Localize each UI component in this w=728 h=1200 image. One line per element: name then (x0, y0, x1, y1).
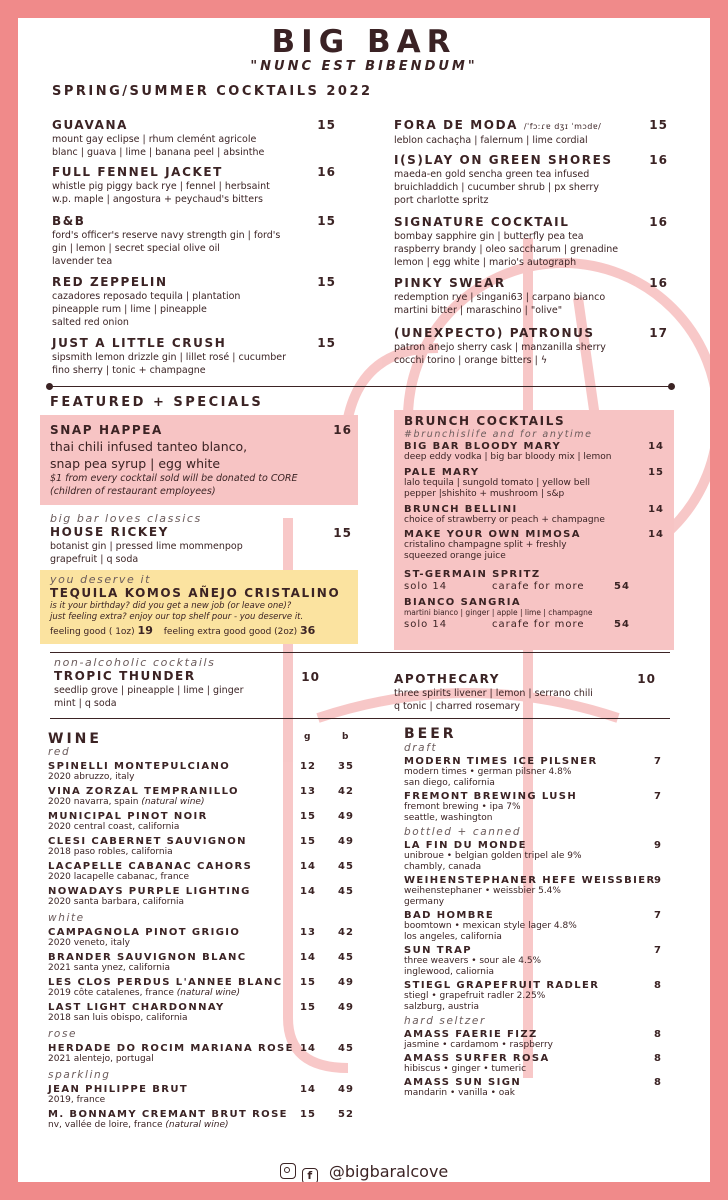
cocktail-name: BIANCO SANGRIA (404, 597, 522, 608)
wine-bottle-price: 49 (338, 836, 354, 847)
cocktail-desc: seedlip grove | pineapple | lime | ginger (54, 685, 244, 696)
wine-origin: 2020 abruzzo, italy (48, 772, 135, 782)
cocktail-desc: martini bitter | maraschino | "olive" (394, 305, 563, 316)
cocktail-name: GUAVANA (52, 118, 128, 132)
wine-bottle-price: 45 (338, 1043, 354, 1054)
cocktail-name: TROPIC THUNDER (54, 669, 196, 683)
cocktail-name: B&B (52, 214, 86, 228)
wine-glass-price: 14 (300, 886, 316, 897)
cocktail-name: BIG BAR BLOODY MARY (404, 441, 562, 452)
wine-bottle-price: 45 (338, 861, 354, 872)
cocktail-name: SNAP HAPPEA (50, 423, 163, 437)
wine-item (48, 786, 368, 808)
wine-item (48, 861, 368, 883)
cocktail-desc: cristalino champagne split + freshly (404, 540, 567, 550)
cocktail-desc: port charlotte spritz (394, 195, 489, 206)
tequila-note: just feeling extra? enjoy our top shelf pour - you deserve it. (50, 612, 304, 622)
cocktail-desc: whistle pig piggy back rye | fennel | herbsaint (52, 181, 270, 192)
beer-style: jasmine • cardamom • raspberry (404, 1040, 553, 1050)
brunch-item (404, 467, 666, 500)
cocktail-item (52, 214, 336, 268)
beer-style: hibiscus • ginger • tumeric (404, 1064, 527, 1074)
pour-option-price: 36 (300, 624, 316, 637)
beer-price: 7 (654, 945, 662, 956)
bar-motto: "NUNC EST BIBENDUM" (250, 59, 478, 74)
carafe-price: 54 (614, 619, 630, 630)
wine-group-label: sparkling (48, 1069, 111, 1081)
cocktail-price: 16 (317, 165, 336, 179)
wine-glass-price: 15 (300, 977, 316, 988)
brunch-heading: BRUNCH COCKTAILS (404, 414, 566, 428)
wine-glass-price: 15 (300, 1109, 316, 1120)
wine-bottle-price: 49 (338, 1002, 354, 1013)
beer-style: fremont brewing • ipa 7% (404, 802, 521, 812)
cocktail-item (394, 276, 666, 317)
cocktail-name: (UNEXPECTO) PATRONUS (394, 326, 595, 340)
beer-item (404, 756, 666, 789)
beer-price: 7 (654, 910, 662, 921)
beer-item (404, 980, 666, 1013)
wine-origin: 2020 central coast, california (48, 822, 180, 832)
wine-origin: 2018 paso robles, california (48, 847, 173, 857)
beer-item (404, 910, 666, 943)
wine-glass-price: 15 (300, 811, 316, 822)
cocktail-item (52, 118, 336, 159)
beer-origin: salzburg, austria (404, 1002, 479, 1012)
cocktail-desc: cazadores reposado tequila | plantation (52, 291, 241, 302)
wine-glass-price: 14 (300, 952, 316, 963)
donation-note: (children of restaurant employees) (50, 486, 216, 497)
carafe-label: carafe for more (492, 619, 585, 630)
cocktail-desc: q tonic | charred rosemary (394, 701, 521, 712)
wine-item (48, 1002, 368, 1024)
cocktail-price: 14 (648, 529, 664, 540)
cocktail-desc: cocchi torino | orange bitters | ϟ (394, 355, 548, 366)
wine-section (48, 728, 368, 1131)
beer-price: 7 (654, 756, 662, 767)
cocktail-desc: choice of strawberry or peach + champagne (404, 515, 605, 525)
cocktail-price: 15 (648, 467, 664, 478)
beer-name: STIEGL GRAPEFRUIT RADLER (404, 980, 600, 991)
beer-origin: germany (404, 897, 445, 907)
beer-price: 8 (654, 1077, 662, 1088)
wine-item (48, 927, 368, 949)
wine-name: LACAPELLE CABANAC CAHORS (48, 861, 253, 872)
cocktail-price: 16 (333, 423, 352, 437)
cocktail-desc: leblon cachaçha | falernum | lime cordial (394, 135, 588, 146)
solo-price: solo 14 (404, 619, 448, 630)
wine-glass-price: 12 (300, 761, 316, 772)
cocktail-desc: lavender tea (52, 256, 113, 267)
wine-name: CLESI CABERNET SAUVIGNON (48, 836, 247, 847)
wine-origin: 2020 santa barbara, california (48, 897, 185, 907)
wine-glass-price: 13 (300, 927, 316, 938)
cocktail-name: JUST A LITTLE CRUSH (52, 336, 227, 350)
wine-name: CAMPAGNOLA PINOT GRIGIO (48, 927, 241, 938)
beer-style: stiegl • grapefruit radler 2.25% (404, 991, 546, 1001)
cocktail-desc: deep eddy vodka | big bar bloody mix | lemon (404, 452, 612, 462)
wine-group-label: white (48, 912, 85, 924)
beer-item (404, 1077, 666, 1099)
cocktail-item (52, 336, 336, 377)
carafe-label: carafe for more (492, 581, 585, 592)
wine-glass-price: 15 (300, 836, 316, 847)
cocktail-desc: snap pea syrup | egg white (50, 456, 221, 471)
cocktail-name: HOUSE RICKEY (50, 525, 169, 539)
cocktail-desc: mount gay eclipse | rhum clemént agricole (52, 134, 257, 145)
glass-column-header: g (304, 732, 311, 742)
wine-item (48, 1084, 368, 1106)
cocktail-name: MAKE YOUR OWN MIMOSA (404, 529, 581, 540)
cocktail-price: 15 (649, 118, 668, 132)
cocktail-desc: redemption rye | singani63 | carpano bianco (394, 292, 606, 303)
beer-list (404, 742, 666, 1099)
beer-price: 9 (654, 840, 662, 851)
cocktail-name: BRUNCH BELLINI (404, 504, 518, 515)
wine-group-label: red (48, 746, 71, 758)
wine-item (48, 811, 368, 833)
beer-item (404, 875, 666, 908)
cocktail-desc: bombay sapphire gin | butterfly pea tea (394, 231, 584, 242)
wine-bottle-price: 42 (338, 927, 354, 938)
cocktail-price: 10 (637, 672, 656, 686)
cocktail-item (52, 165, 336, 206)
wine-origin: 2018 san luis obispo, california (48, 1013, 188, 1023)
donation-note: $1 from every cocktail sold will be donated to CORE (50, 473, 298, 484)
beer-style: three weavers • sour ale 4.5% (404, 956, 542, 966)
cocktail-price: 16 (649, 215, 668, 229)
cocktail-desc: botanist gin | pressed lime mommenpop (50, 541, 243, 552)
brunch-item (404, 441, 666, 463)
beer-heading: BEER (404, 726, 457, 742)
wine-name: BRANDER SAUVIGNON BLANC (48, 952, 247, 963)
wine-origin: 2020 navarra, spain (48, 797, 139, 807)
cocktail-name: TEQUILA KOMOS AÑEJO CRISTALINO (50, 586, 341, 600)
wine-glass-price: 14 (300, 1043, 316, 1054)
beer-style: unibroue • belgian golden tripel ale 9% (404, 851, 582, 861)
cocktail-price: 16 (649, 276, 668, 290)
wine-name: HERDADE DO ROCIM MARIANA ROSE (48, 1043, 294, 1054)
cocktail-price: 15 (317, 118, 336, 132)
cocktail-desc: grapefruit | q soda (50, 554, 139, 565)
subsection-label: you deserve it (50, 573, 152, 586)
subsection-label: big bar loves classics (50, 512, 202, 525)
house-rickey-item (50, 512, 350, 566)
cocktail-item (394, 326, 666, 367)
snap-happea-item (50, 423, 350, 498)
wine-name: LES CLOS PERDUS L'ANNEE BLANC (48, 977, 283, 988)
wine-bottle-price: 49 (338, 811, 354, 822)
cocktail-desc: mint | q soda (54, 698, 117, 709)
beer-group-label: hard seltzer (404, 1015, 486, 1027)
cocktail-desc: gin | lemon | secret special olive oil (52, 243, 220, 254)
wine-heading: WINE (48, 731, 102, 747)
cocktail-desc: lemon | egg white | mario's autograph (394, 257, 577, 268)
wine-origin: nv, vallée de loire, france (48, 1120, 163, 1130)
wine-origin: 2019 côte catalenes, france (48, 988, 174, 998)
beer-name: BAD HOMBRE (404, 910, 495, 921)
social-handle[interactable]: @bigbaralcove (328, 1162, 449, 1181)
beer-name: FREMONT BREWING LUSH (404, 791, 578, 802)
cocktail-name: I(S)LAY ON GREEN SHORES (394, 153, 613, 167)
wine-name: SPINELLI MONTEPULCIANO (48, 761, 231, 772)
brunch-item (404, 504, 666, 526)
beer-name: SUN TRAP (404, 945, 472, 956)
pour-option-price: 19 (137, 624, 153, 637)
cocktail-price: 15 (317, 214, 336, 228)
cocktail-desc: pepper |shishito + mushroom | s&p (404, 489, 565, 499)
beer-name: LA FIN DU MONDE (404, 840, 527, 851)
beer-item (404, 1053, 666, 1075)
cocktail-item (394, 215, 666, 269)
beer-price: 8 (654, 1053, 662, 1064)
beer-style: boomtown • mexican style lager 4.8% (404, 921, 577, 931)
cocktail-desc: patron anejo sherry cask | manzanilla sherry (394, 342, 606, 353)
wine-item (48, 952, 368, 974)
wine-bottle-price: 49 (338, 1084, 354, 1095)
beer-group-label: draft (404, 742, 438, 754)
cocktail-desc: sipsmith lemon drizzle gin | lillet rosé | cucumber (52, 352, 287, 363)
wine-note: (natural wine) (141, 797, 205, 807)
beer-origin: san diego, california (404, 778, 495, 788)
wine-item (48, 836, 368, 858)
wine-item (48, 1109, 368, 1131)
cocktail-desc: salted red onion (52, 317, 129, 328)
beer-name: MODERN TIMES ICE PILSNER (404, 756, 598, 767)
pour-option-label: feeling extra good good (2oz) (163, 627, 298, 637)
cocktail-price: 14 (648, 504, 664, 515)
wine-note: (natural wine) (165, 1120, 229, 1130)
wine-bottle-price: 35 (338, 761, 354, 772)
wine-bottle-price: 45 (338, 952, 354, 963)
wine-glass-price: 13 (300, 786, 316, 797)
cocktail-name: APOTHECARY (394, 672, 501, 686)
pour-option-label: feeling good ( 1oz) (50, 627, 135, 637)
beer-group-label: bottled + canned (404, 826, 522, 838)
beer-item (404, 1029, 666, 1051)
cocktail-desc: bruichladdich | cucumber shrub | px sherry (394, 182, 599, 193)
wine-list (48, 746, 368, 1131)
instagram-icon[interactable] (280, 1163, 296, 1179)
na-left-item (54, 656, 320, 710)
cocktail-item (52, 275, 336, 329)
beer-origin: chambly, canada (404, 862, 482, 872)
beer-price: 8 (654, 980, 662, 991)
wine-item (48, 761, 368, 783)
beer-item (404, 840, 666, 873)
divider-dot (668, 383, 675, 390)
cocktail-desc: pineapple rum | lime | pineapple (52, 304, 207, 315)
beer-item (404, 791, 666, 824)
wine-note: (natural wine) (176, 988, 240, 998)
wine-glass-price: 14 (300, 1084, 316, 1095)
beer-origin: los angeles, california (404, 932, 502, 942)
cocktail-price: 15 (333, 526, 352, 540)
cocktail-price: 15 (317, 336, 336, 350)
na-right-item (394, 672, 656, 713)
wine-origin: 2021 alentejo, portugal (48, 1054, 154, 1064)
section-divider (50, 652, 670, 653)
facebook-icon[interactable]: f (302, 1168, 318, 1182)
section-divider (50, 718, 670, 719)
brunch-section (404, 414, 666, 440)
brunch-item (404, 529, 666, 562)
wine-item (48, 1043, 368, 1065)
cocktail-desc: thai chili infused tanteo blanco, (50, 439, 248, 454)
beer-name: WEIHENSTEPHANER HEFE WEISSBIER (404, 875, 656, 886)
wine-origin: 2021 santa ynez, california (48, 963, 170, 973)
cocktail-desc: blanc | guava | lime | banana peel | absinthe (52, 147, 265, 158)
cocktails-heading: SPRING/SUMMER COCKTAILS 2022 (52, 84, 373, 99)
wine-item (48, 977, 368, 999)
beer-price: 8 (654, 1029, 662, 1040)
divider-dot (46, 383, 53, 390)
wine-glass-price: 15 (300, 1002, 316, 1013)
cocktail-item (394, 118, 666, 147)
cocktail-desc: martini bianco | ginger | apple | lime | champagne (404, 608, 593, 617)
cocktail-desc: maeda-en gold sencha green tea infused (394, 169, 590, 180)
featured-heading: FEATURED + SPECIALS (50, 395, 264, 410)
wine-item (48, 886, 368, 908)
brunch-item (404, 597, 666, 632)
cocktail-desc: w.p. maple | angostura + peychaud's bitters (52, 194, 263, 205)
cocktail-name: PALE MARY (404, 467, 480, 478)
beer-style: mandarin • vanilla • oak (404, 1088, 515, 1098)
wine-origin: 2019, france (48, 1095, 106, 1105)
wine-origin: 2020 lacapelle cabanac, france (48, 872, 190, 882)
beer-item (404, 945, 666, 978)
cocktail-price: 17 (649, 326, 668, 340)
wine-bottle-price: 42 (338, 786, 354, 797)
cocktail-desc: squeezed orange juice (404, 551, 506, 561)
cocktail-pronunciation: /ˈfɔːɾɐ dʒɪ ˈmɔdɐ/ (523, 122, 602, 131)
subsection-label: #brunchislife and for anytime (404, 429, 593, 440)
wine-name: LAST LIGHT CHARDONNAY (48, 1002, 225, 1013)
tequila-note: is it your birthday? did you get a new job (or leave one)? (50, 601, 292, 611)
wine-origin: 2020 veneto, italy (48, 938, 130, 948)
beer-style: weihenstephaner • weissbier 5.4% (404, 886, 561, 896)
bottle-column-header: b (342, 732, 349, 742)
footer (18, 1162, 710, 1182)
beer-origin: seattle, washington (404, 813, 493, 823)
menu-page (18, 18, 710, 1182)
cocktail-item (394, 153, 666, 207)
wine-group-label: rose (48, 1028, 78, 1040)
cocktail-name: FULL FENNEL JACKET (52, 165, 223, 179)
cocktail-name: RED ZEPPELIN (52, 275, 168, 289)
wine-bottle-price: 49 (338, 977, 354, 988)
cocktail-price: 15 (317, 275, 336, 289)
section-divider (50, 386, 670, 387)
beer-name: AMASS SURFER ROSA (404, 1053, 550, 1064)
cocktail-desc: three spirits livener | lemon | serrano chili (394, 688, 593, 699)
cocktail-price: 14 (648, 441, 664, 452)
cocktail-name: SIGNATURE COCKTAIL (394, 215, 570, 229)
cocktail-name: ST-GERMAIN SPRITZ (404, 569, 541, 580)
wine-name: MUNICIPAL PINOT NOIR (48, 811, 208, 822)
beer-price: 9 (654, 875, 662, 886)
subsection-label: non-alcoholic cocktails (54, 656, 216, 669)
wine-name: JEAN PHILIPPE BRUT (48, 1084, 189, 1095)
wine-bottle-price: 52 (338, 1109, 354, 1120)
cocktail-price: 16 (649, 153, 668, 167)
cocktail-name: FORA DE MODA (394, 118, 519, 132)
beer-section (404, 726, 666, 1099)
carafe-price: 54 (614, 581, 630, 592)
cocktail-desc: fino sherry | tonic + champagne (52, 365, 206, 376)
solo-price: solo 14 (404, 581, 448, 592)
wine-glass-price: 14 (300, 861, 316, 872)
cocktail-desc: ford's officer's reserve navy strength gin | ford's (52, 230, 281, 241)
beer-style: modern times • german pilsner 4.8% (404, 767, 572, 777)
wine-name: VINA ZORZAL TEMPRANILLO (48, 786, 239, 797)
bar-title: BIG BAR (271, 24, 457, 60)
beer-name: AMASS SUN SIGN (404, 1077, 522, 1088)
wine-name: NOWADAYS PURPLE LIGHTING (48, 886, 251, 897)
wine-name: M. BONNAMY CREMANT BRUT ROSE (48, 1109, 288, 1120)
cocktail-name: PINKY SWEAR (394, 276, 506, 290)
brunch-item (404, 569, 666, 594)
beer-price: 7 (654, 791, 662, 802)
cocktail-desc: lalo tequila | sungold tomato | yellow bell (404, 478, 590, 488)
wine-bottle-price: 45 (338, 886, 354, 897)
beer-origin: inglewood, caliornia (404, 967, 494, 977)
beer-name: AMASS FAERIE FIZZ (404, 1029, 538, 1040)
tequila-item (50, 573, 350, 640)
cocktail-desc: raspberry brandy | oleo saccharum | grenadine (394, 244, 619, 255)
cocktail-price: 10 (301, 670, 320, 684)
